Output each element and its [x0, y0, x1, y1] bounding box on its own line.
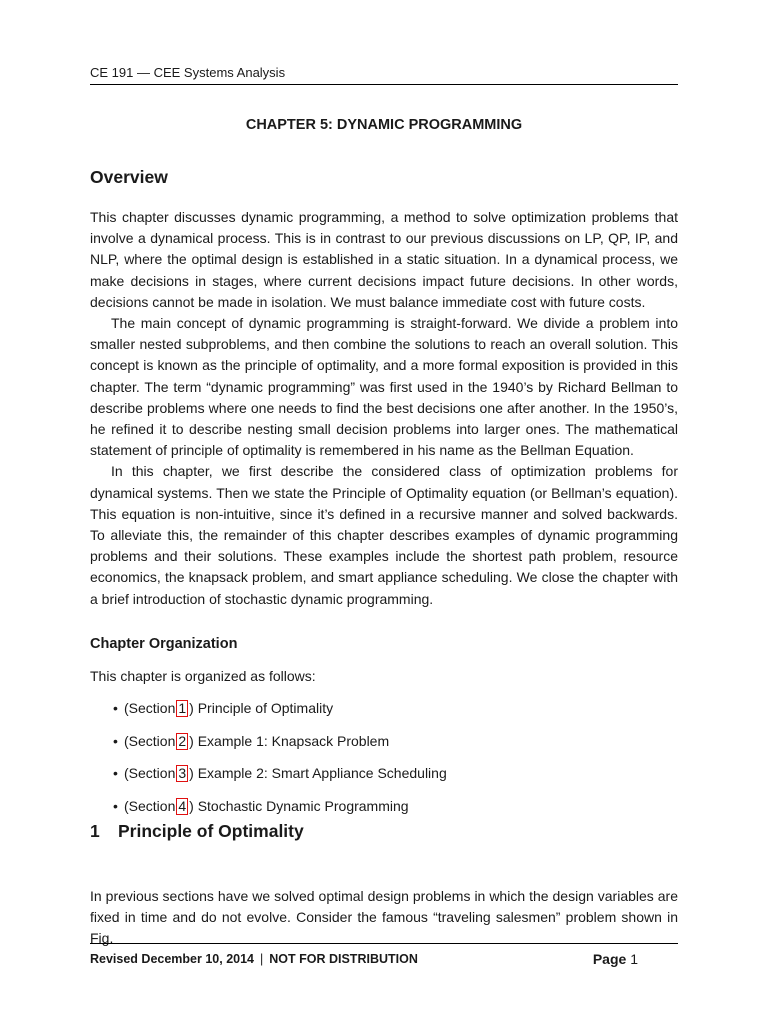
overview-paragraph-2: The main concept of dynamic programming is straight-forward. We divide a problem into smaller nested subproblems, and then combine the solutions to reach an overall solution. This concept is known as the principle of optimality, and a more formal exposition is provided in this chapter. The term “dynamic programming” was first used in the 1940’s by Richard Bellman to describe problems where one needs to find the best decisions one after another. In the 1950’s, he refined it to describe nesting small decision problems into larger ones. The mathematical statement of principle of optimality is remembered in his name as the Bellman Equation.: [90, 315, 678, 459]
bullet-icon: •: [113, 700, 118, 716]
overview-body: [90, 207, 678, 610]
chapter-organization-intro: This chapter is organized as follows:: [90, 668, 316, 684]
list-item-text: ) Stochastic Dynamic Programming: [189, 797, 409, 814]
section-title: Principle of Optimality: [118, 821, 304, 841]
distribution-notice: NOT FOR DISTRIBUTION: [269, 952, 418, 966]
document-page: [90, 0, 678, 1024]
bullet-icon: •: [113, 797, 118, 814]
list-item-prefix: (Section: [124, 700, 176, 716]
chapter-organization-heading: Chapter Organization: [90, 636, 238, 652]
page-number-value: 1: [630, 951, 638, 967]
list-item: [90, 796, 447, 817]
section-link[interactable]: 1: [178, 700, 187, 716]
list-item-text: ) Example 1: Knapsack Problem: [189, 732, 390, 749]
list-item-prefix: (Section: [124, 732, 176, 749]
section-number: 1: [90, 821, 100, 841]
list-item-prefix: (Section: [124, 797, 176, 814]
header-rule: [90, 84, 678, 85]
list-item: [90, 698, 447, 719]
overview-heading: Overview: [90, 167, 168, 187]
revision-date: Revised December 10, 2014: [90, 952, 254, 966]
section-link[interactable]: 2: [178, 732, 187, 749]
overview-paragraph-1: This chapter discusses dynamic programming, a method to solve optimization problems that involve a dynamical process. This is in contrast to our previous discussions on LP, QP, IP, and NLP, where the optimal design is established in a static situation. In a dynamical process, we make decisions in stages, where current decisions impact future decisions. In other words, decisions cannot be made in isolation. We must balance immediate cost with future costs.: [90, 209, 678, 310]
page-label: Page: [592, 951, 627, 967]
overview-paragraph-3: In this chapter, we first describe the considered class of optimization problems for dynamical systems. Then we state the Principle of Optimality equation (or Bellman’s equation). This equation is non-intuitive, since it’s defined in a recursive manner and solved backwards. To alleviate this, the remainder of this chapter describes examples of dynamic programming problems and their solutions. These examples include the shortest path problem, resource economics, the knapsack problem, and smart appliance scheduling. We close the chapter with a brief introduction of stochastic dynamic programming.: [90, 463, 678, 607]
bullet-icon: •: [113, 732, 118, 749]
page-number: [593, 949, 638, 969]
list-item-prefix: (Section: [124, 765, 176, 782]
list-item-text: ) Example 2: Smart Appliance Scheduling: [189, 765, 447, 782]
chapter-title: CHAPTER 5: DYNAMIC PROGRAMMING: [245, 117, 523, 133]
list-item-text: ) Principle of Optimality: [189, 700, 334, 716]
footer-separator: |: [260, 952, 264, 966]
list-item: [90, 763, 447, 784]
section-1-heading: [90, 819, 304, 843]
section-1-body: [90, 886, 678, 950]
list-item: [90, 731, 447, 752]
bullet-icon: •: [113, 765, 118, 782]
footer-rule: [90, 943, 678, 944]
running-header: CE 191 — CEE Systems Analysis: [90, 65, 286, 80]
footer-left: [90, 950, 418, 968]
section-link[interactable]: 4: [178, 797, 187, 814]
section-1-paragraph: In previous sections have we solved optimal design problems in which the design variables are fixed in time and do not evolve. Consider the famous “traveling salesmen” problem shown in Fig.: [90, 888, 678, 947]
section-link[interactable]: 3: [178, 765, 187, 782]
chapter-organization-list: [90, 698, 447, 828]
